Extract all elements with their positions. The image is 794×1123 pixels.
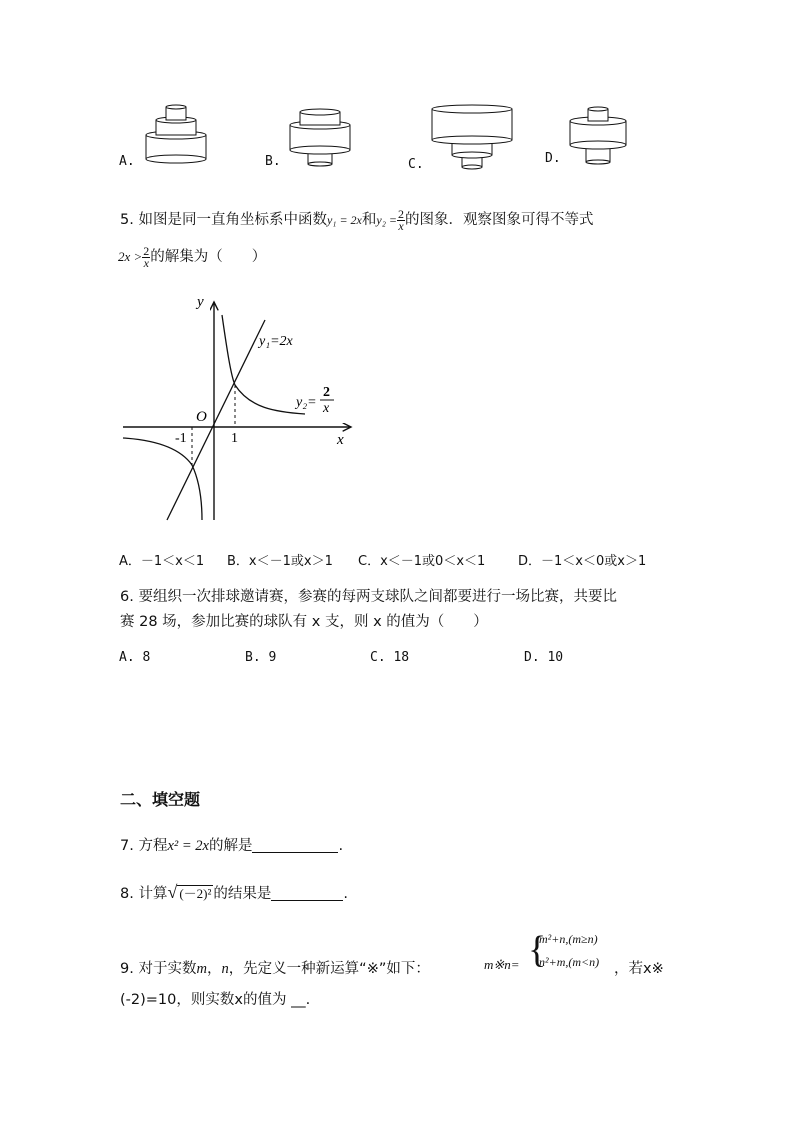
q8-sqrt-icon: √ <box>167 882 178 902</box>
q8 <box>120 882 348 903</box>
q9-brace: { <box>528 929 547 971</box>
q4-option-images <box>110 95 650 185</box>
q8-radicand: (－2)² <box>179 886 212 901</box>
q6-choice-b[interactable]: B. 9 <box>245 650 277 665</box>
q9-mid: ，先定义一种新运算“※”如下： <box>228 961 430 977</box>
line-y1-label: y₁=2x <box>259 334 293 349</box>
tick-1-label: 1 <box>231 431 238 446</box>
tick-neg1-label: -1 <box>175 431 187 446</box>
q5-inequality-lhs: 2x > <box>118 249 143 264</box>
curve-y2-label: y₂= <box>296 395 317 410</box>
curve-y2-frac-den: x <box>323 401 330 416</box>
q9-line1 <box>120 957 430 978</box>
q6-stem-line1: 6. 要组织一次排球邀请赛，参赛的每两支球队之间都要进行一场比赛，共要比 <box>120 589 617 605</box>
q9-answer-blank[interactable]: __. <box>291 992 311 1008</box>
q8-suffix: 的结果是 <box>213 886 272 902</box>
q4-option-a-label[interactable]: A. <box>119 154 135 169</box>
q8-end: . <box>343 886 349 902</box>
curve-y2-third-quadrant <box>123 438 202 520</box>
q9-var-n: n <box>221 961 229 977</box>
q5-choice-c[interactable]: C．x＜－1或0＜x＜1 <box>358 554 486 569</box>
section-heading: 二、填空题 <box>120 790 201 809</box>
q8-prefix: 8. 计算 <box>120 886 168 902</box>
q9-case-1: m²+n,(m≥n) <box>539 932 598 946</box>
y-axis-label: y <box>197 294 204 310</box>
q5-inequality-fraction: $\frac{2}{x}$ <box>143 243 150 270</box>
solid-b-figure <box>290 109 350 166</box>
q6-choice-c[interactable]: C. 18 <box>370 650 410 665</box>
line-y1 <box>167 320 265 520</box>
q9-comma: ， <box>206 961 222 977</box>
q7-end: . <box>338 838 344 854</box>
q5-function-graph <box>115 290 365 525</box>
q7-prefix: 7. 方程 <box>120 838 168 854</box>
origin-label: O <box>196 409 207 425</box>
q5-number: 5. <box>120 212 134 228</box>
q7 <box>120 834 343 855</box>
q6-stem-line2: 赛 28 场，参加比赛的球队有 x 支，则 x 的值为（ ） <box>120 614 488 630</box>
solid-a-figure <box>146 105 206 163</box>
q9-definition-lhs: m※n= <box>484 957 520 972</box>
q9-prefix: 9. 对于实数 <box>120 961 197 977</box>
q6-choice-d[interactable]: D. 10 <box>524 650 564 665</box>
q5-stem-line1 <box>120 203 593 237</box>
q9-line2 <box>120 988 310 1009</box>
q4-option-b-label[interactable]: B. <box>265 154 281 169</box>
q5-choice-b[interactable]: B．x＜－1或x＞1 <box>227 554 333 569</box>
curve-y2-frac-num: 2 <box>323 385 330 400</box>
q4-option-c-label[interactable]: C. <box>408 157 424 172</box>
q5-y2-lhs: y₂ = <box>376 213 397 227</box>
q5-text-3: 的图象．观察图象可得不等式 <box>404 212 594 228</box>
curve-y2-first-quadrant <box>222 315 305 414</box>
q7-equation: x² = 2x <box>167 838 209 854</box>
q7-suffix: 的解是 <box>208 838 253 854</box>
q5-text-1: 如图是同一直角坐标系中函数 <box>138 212 327 228</box>
q5-stem-end: 的解集为（ ） <box>150 249 267 265</box>
q7-answer-blank[interactable] <box>252 838 338 853</box>
q9-line2-text: (-2)=10，则实数x的值为 <box>120 992 287 1008</box>
q5-choice-d[interactable]: D．－1＜x＜0或x＞1 <box>518 554 647 569</box>
q8-answer-blank[interactable] <box>271 886 343 901</box>
x-axis-label: x <box>337 432 344 448</box>
q5-choice-a[interactable]: A．－1＜x＜1 <box>119 554 205 569</box>
q4-option-d-label[interactable]: D. <box>545 151 561 166</box>
q5-stem-line2 <box>118 242 266 272</box>
solid-d-figure <box>570 107 626 164</box>
q5-text-2: 和 <box>361 212 377 228</box>
q9-line1-end: ，若x※ <box>614 961 664 977</box>
q6-choice-a[interactable]: A. 8 <box>119 650 151 665</box>
q5-y2-fraction: $\frac{2}{x}$ <box>397 206 404 233</box>
q9-var-m: m <box>196 961 207 977</box>
q9-case-2: n²+m,(m<n) <box>539 955 600 969</box>
solid-c-figure <box>432 105 512 169</box>
q5-y1-expression: y₁ = 2x <box>326 213 362 227</box>
